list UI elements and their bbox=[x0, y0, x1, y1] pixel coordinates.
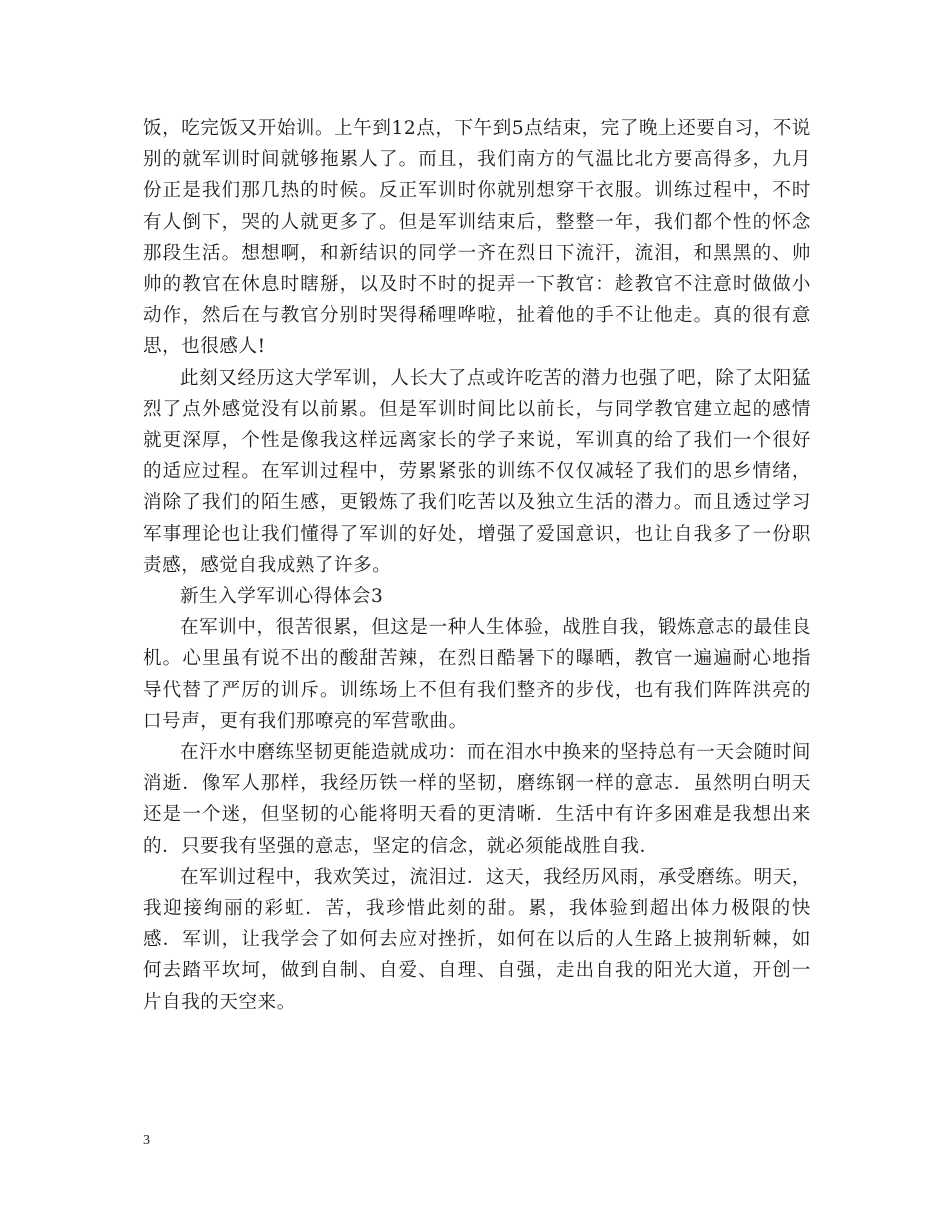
page-number: 3 bbox=[143, 1133, 150, 1148]
paragraph-perseverance: 在汗水中磨练坚韧更能造就成功：而在泪水中换来的坚持总有一天会随时间消逝．像军人那样，我经历铁一样的坚韧，磨练钢一样的意志．虽然明白明天还是一个迷，但坚韧的心能将明天看的更清晰．生活中有许多困难是我想出来的．只要我有坚强的意志，坚定的信念，就必须能战胜自我． bbox=[143, 742, 811, 857]
section-heading: 新生入学军训心得体会3 bbox=[180, 586, 384, 608]
paragraph-conclusion: 在军训过程中，我欢笑过，流泪过．这天，我经历风雨，承受磨练。明天，我迎接绚丽的彩虹．苦，我珍惜此刻的甜。累，我体验到超出体力极限的快感．军训，让我学会了如何去应对挫折，如何在以后的人生路上披荆斩棘，如何去踏平坎坷，做到自制、自爱、自理、自强，走出自我的阳光大道，开创一片自我的天空来。 bbox=[143, 866, 811, 1013]
paragraph-continuation: 饭，吃完饭又开始训。上午到12点，下午到5点结束，完了晚上还要自习，不说别的就军训时间就够拖累人了。而且，我们南方的气温比北方要高得多，九月份正是我们那几热的时候。反正军训时你就别想穿干衣服。训练过程中，不时有人倒下，哭的人就更多了。但是军训结束后，整整一年，我们都个性的怀念那段生活。想想啊，和新结识的同学一齐在烈日下流汗，流泪，和黑黑的、帅帅的教官在休息时瞎掰，以及时不时的捉弄一下教官：趁教官不注意时做做小动作，然后在与教官分别时哭得稀哩哗啦，扯着他的手不让他走。真的很有意思，也很感人! bbox=[143, 118, 811, 358]
paragraph-experience: 在军训中，很苦很累，但这是一种人生体验，战胜自我，锻炼意志的最佳良机。心里虽有说不出的酸甜苦辣，在烈日酷暑下的曝晒，教官一遍遍耐心地指导代替了严厉的训斥。训练场上不但有我们整齐的步伐，也有我们阵阵洪亮的口号声，更有我们那嘹亮的军营歌曲。 bbox=[143, 617, 811, 732]
document-body bbox=[143, 113, 811, 1018]
paragraph-university-training: 此刻又经历这大学军训，人长大了点或许吃苦的潜力也强了吧，除了太阳猛烈了点外感觉没有以前累。但是军训时间比以前长，与同学教官建立起的感情就更深厚，个性是像我这样远离家长的学子来说，军训真的给了我们一个很好的适应过程。在军训过程中，劳累紧张的训练不仅仅减轻了我们的思乡情绪，消除了我们的陌生感，更锻炼了我们吃苦以及独立生活的潜力。而且透过学习军事理论也让我们懂得了军训的好处，增强了爱国意识，也让自我多了一份职责感，感觉自我成熟了许多。 bbox=[143, 367, 811, 576]
